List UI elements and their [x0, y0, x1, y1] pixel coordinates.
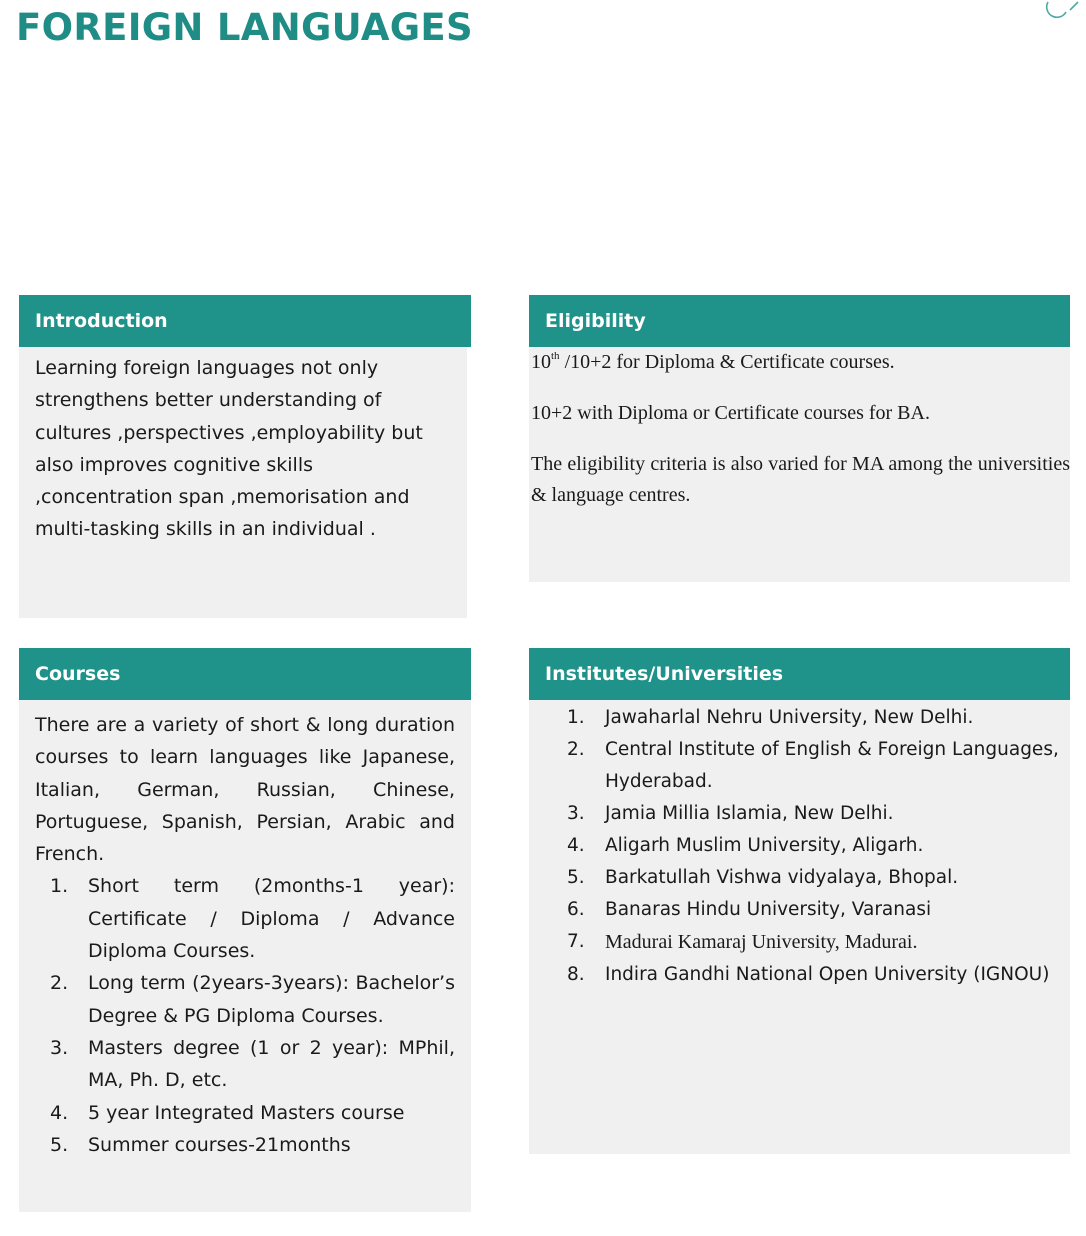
eligibility-line-1-sup: th [551, 350, 560, 362]
eligibility-heading: Eligibility [529, 295, 1070, 347]
list-item: 1. Jawaharlal Nehru University, New Delhi. [567, 707, 974, 728]
courses-heading: Courses [19, 648, 471, 700]
list-item: 5. Summer courses-21months [50, 1133, 351, 1156]
list-item: 3. Masters degree (1 or 2 year): MPhil, MA, Ph. D, etc. [50, 1036, 455, 1092]
list-item: 2. Long term (2years-3years): Bachelor’s Degree & PG Diploma Courses. [50, 972, 455, 1027]
institutes-heading: Institutes/Universities [529, 648, 1070, 700]
introduction-heading: Introduction [19, 295, 471, 347]
eligibility-line-1-number: 10 [531, 351, 551, 373]
introduction-text: Learning foreign languages not only strengthens better understanding of cultures ,perspectives ,employability but also improves cognitive skills ,concentration span ,memorisation and multi-tasking skills in an individual . [35, 357, 423, 541]
introduction-card [19, 295, 467, 618]
eligibility-line-3: The eligibility criteria is also varied for MA among the universities & language centres. [531, 453, 1070, 506]
list-item: 3. Jamia Millia Islamia, New Delhi. [567, 803, 894, 824]
institutes-list [567, 702, 1070, 991]
eligibility-line-2: 10+2 with Diploma or Certificate courses for BA. [531, 402, 930, 424]
list-item: 7. Madurai Kamaraj University, Madurai. [567, 931, 918, 953]
list-item: 4. 5 year Integrated Masters course [50, 1101, 405, 1124]
page-title: FOREIGN LANGUAGES [16, 6, 473, 49]
list-item: 6. Banaras Hindu University, Varanasi [567, 899, 932, 920]
eligibility-line-1 [531, 347, 1070, 378]
list-item: 8. Indira Gandhi National Open University (IGNOU) [567, 964, 1050, 985]
eligibility-line-1-rest: /10+2 for Diploma & Certificate courses. [559, 351, 895, 373]
circle-outline-icon [1026, 0, 1086, 20]
list-item: 5. Barkatullah Vishwa vidyalaya, Bhopal. [567, 867, 959, 888]
institutes-card [529, 648, 1070, 1154]
eligibility-card [529, 295, 1070, 582]
courses-card [19, 648, 471, 1212]
list-item: 1. Short term (2months-1 year): Certificate / Diploma / Advance Diploma Courses. [50, 875, 455, 963]
list-item: 2. Central Institute of English & Foreign Languages, Hyderabad. [567, 739, 1059, 792]
courses-list [50, 870, 455, 1161]
courses-intro: There are a variety of short & long duration courses to learn languages like Japanese, Italian, German, Russian, Chinese, Portuguese, Spanish, Persian, Arabic and French. [35, 714, 455, 866]
list-item: 4. Aligarh Muslim University, Aligarh. [567, 835, 924, 856]
